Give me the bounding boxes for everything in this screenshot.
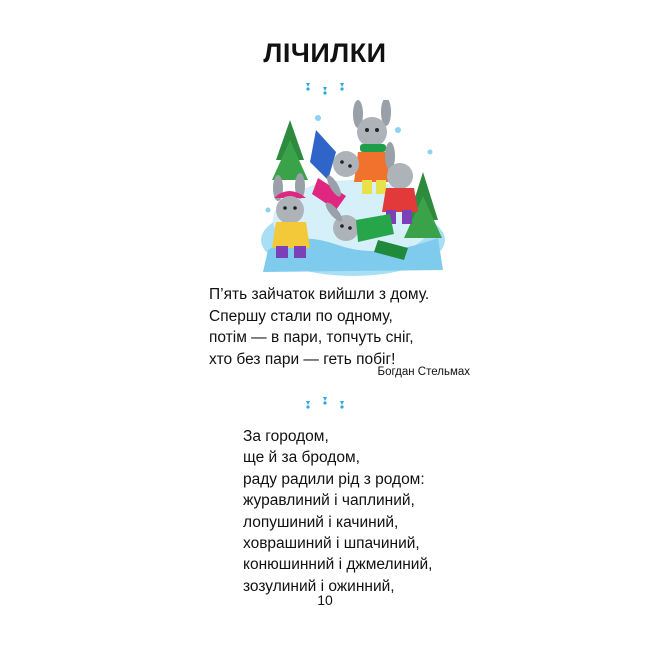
poem-line: хто без пари — геть побіг! bbox=[209, 350, 396, 368]
snowflake-icon bbox=[340, 83, 344, 91]
bunny-icon bbox=[382, 142, 418, 224]
poem-line: П’ять зайчаток вийшли з дому. bbox=[209, 286, 430, 303]
poem-line: Спершу стали по одному, bbox=[209, 307, 393, 325]
bunny-icon bbox=[353, 100, 391, 194]
page-number: 10 bbox=[317, 592, 333, 608]
snowflake-icon bbox=[306, 401, 310, 409]
snowflake-divider-middle bbox=[302, 396, 348, 412]
poem-line: журавлиний і чаплиний, bbox=[243, 492, 415, 510]
poem-line: ховрашиний і шпачиний, bbox=[243, 535, 420, 553]
poem-line: зозулиний і ожинний, bbox=[243, 577, 395, 595]
poem-line: За городом, bbox=[243, 428, 329, 445]
poem-line: потім — в пари, топчуть сніг, bbox=[209, 329, 414, 346]
poem-line: ще й за бродом, bbox=[243, 449, 360, 467]
page-title: ЛІЧИЛКИ bbox=[263, 38, 387, 68]
snowflake-divider-top bbox=[302, 80, 348, 96]
bunnies-illustration bbox=[258, 100, 448, 278]
poem-counting-rhyme-1 bbox=[209, 284, 489, 370]
poem-line: лопушиний і качиний, bbox=[243, 513, 399, 531]
snowflake-icon bbox=[304, 83, 310, 92]
poem-counting-rhyme-2 bbox=[243, 426, 503, 597]
snowflake-icon bbox=[323, 397, 327, 405]
snowflake-icon bbox=[340, 401, 344, 409]
poem-line: раду радили рід з родом: bbox=[243, 470, 425, 488]
poem-line: конюшинний і джмелиний, bbox=[243, 556, 433, 574]
snowflake-icon bbox=[323, 87, 327, 95]
poem-author: Богдан Стельмах bbox=[377, 366, 470, 378]
